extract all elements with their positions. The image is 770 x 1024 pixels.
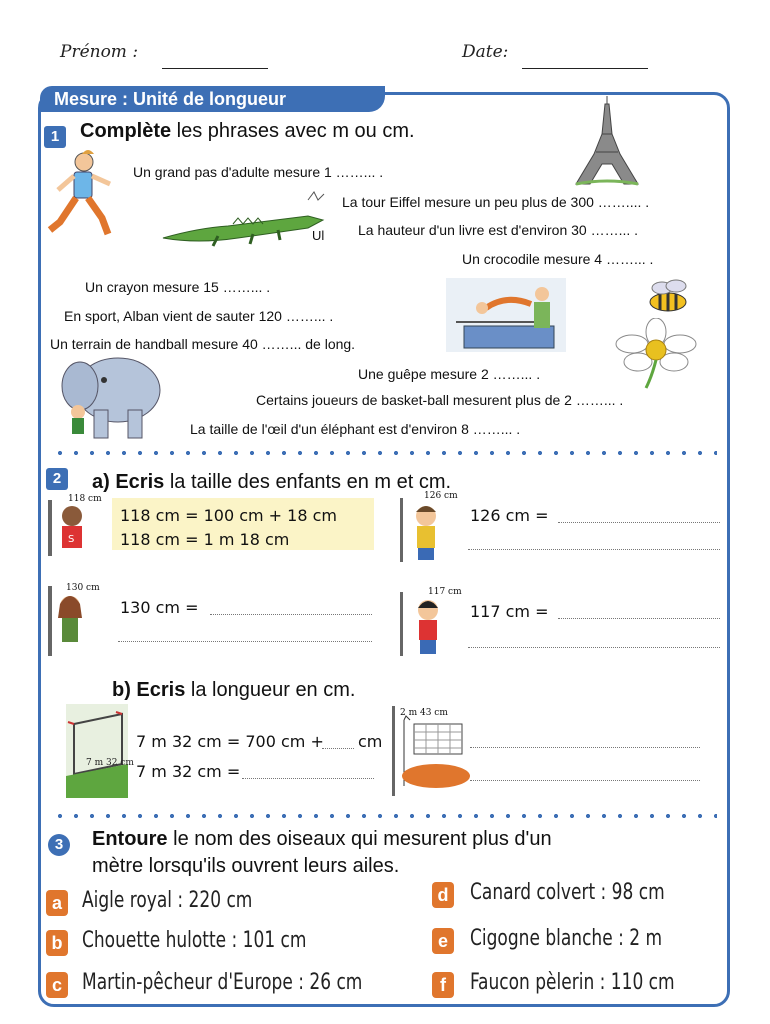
net-height-tag: 2 m 43 cm <box>400 708 448 718</box>
runner-illustration <box>44 150 119 242</box>
exercise-1-instruction: les phrases avec m ou cm. <box>171 120 415 142</box>
svg-text:S: S <box>68 534 75 545</box>
goal-width-tag: 7 m 32 cm <box>86 758 134 768</box>
child-1-height-tag: 118 cm <box>68 494 102 504</box>
goal-line-2: 7 m 32 cm = <box>136 762 241 781</box>
exercise-3-verb: Entoure <box>92 828 168 850</box>
child-4-answer-line-2[interactable] <box>468 647 720 648</box>
bird-letter-f: f <box>432 972 454 998</box>
exercise-1-number: 1 <box>44 126 66 148</box>
goal-unit: cm <box>358 732 383 751</box>
goal-answer-line[interactable] <box>242 778 374 779</box>
sentence-9: Certains joueurs de basket-ball mesurent plus de 2 ……... . <box>256 392 624 408</box>
child-3-answer-line-2[interactable] <box>118 641 372 642</box>
exercise-3-number: 3 <box>48 834 70 856</box>
bird-b-name[interactable]: Chouette hulotte : 101 cm <box>82 928 307 953</box>
sentence-4: Un crocodile mesure 4 ……... . <box>462 251 654 267</box>
sentence-1: Un grand pas d'adulte mesure 1 ……... . <box>133 164 384 180</box>
exercise-2b-verb: b) Ecris <box>112 679 186 701</box>
child-2-line-1: 126 cm = <box>470 506 549 525</box>
bird-letter-b: b <box>46 930 68 956</box>
child-3-illustration <box>44 586 90 656</box>
goal-line-1: 7 m 32 cm = 700 cm + <box>136 732 324 751</box>
child-2-answer-line-1[interactable] <box>558 522 720 523</box>
child-1-line-1: 118 cm = 100 cm + 18 cm <box>120 506 337 525</box>
date-field[interactable] <box>522 68 648 69</box>
child-3-line-1: 130 cm = <box>120 598 199 617</box>
elephant-illustration <box>58 350 163 442</box>
exercise-3-instruction-2: mètre lorsqu'ils ouvrent leurs ailes. <box>92 855 400 877</box>
child-4-illustration <box>398 592 450 656</box>
daisy-illustration <box>608 318 704 390</box>
child-4-answer-line-1[interactable] <box>558 618 720 619</box>
exercise-2-number: 2 <box>46 468 68 490</box>
child-4-line-1: 117 cm = <box>470 602 549 621</box>
goal-illustration <box>66 704 128 798</box>
child-1-line-2: 118 cm = 1 m 18 cm <box>120 530 290 549</box>
bird-a-name[interactable]: Aigle royal : 220 cm <box>82 888 253 913</box>
exercise-3-instruction-1: le nom des oiseaux qui mesurent plus d'un <box>167 828 552 850</box>
child-3-answer-line-1[interactable] <box>210 614 372 615</box>
exercise-2b-instruction: la longueur en cm. <box>185 679 356 701</box>
ul-fragment: Ul <box>312 228 325 243</box>
goal-answer-blank[interactable] <box>322 748 354 749</box>
sentence-7: Un terrain de handball mesure 40 ……... de long. <box>50 336 356 352</box>
child-2-illustration <box>398 498 450 562</box>
exercise-2a-instruction: la taille des enfants en m et cm. <box>164 471 452 493</box>
volleyball-net-illustration <box>392 706 472 796</box>
bird-f-name[interactable]: Faucon pèlerin : 110 cm <box>470 970 675 995</box>
eiffel-tower-illustration <box>572 94 642 186</box>
bird-e-name[interactable]: Cigogne blanche : 2 m <box>470 926 663 951</box>
date-label: Date: <box>462 42 509 62</box>
exercise-2b-heading <box>112 679 355 702</box>
separator-1 <box>52 451 717 455</box>
prenom-label: Prénom : <box>60 42 139 62</box>
high-jump-illustration <box>446 278 566 352</box>
sentence-5: Un crayon mesure 15 ……... . <box>85 279 271 295</box>
sentence-6: En sport, Alban vient de sauter 120 ……... . <box>64 308 334 324</box>
bird-letter-c: c <box>46 972 68 998</box>
crocodile-illustration <box>158 188 328 248</box>
child-2-answer-line-2[interactable] <box>468 549 720 550</box>
net-answer-line-2[interactable] <box>470 780 700 781</box>
sentence-3: La hauteur d'un livre est d'environ 30 ……... . <box>358 222 639 238</box>
separator-2 <box>52 814 717 818</box>
prenom-field[interactable] <box>162 68 268 69</box>
wasp-illustration <box>634 276 700 320</box>
page-title: Mesure : Unité de longueur <box>40 86 385 112</box>
sentence-10: La taille de l'œil d'un éléphant est d'environ 8 ……... . <box>190 421 521 437</box>
child-1-illustration <box>44 498 112 558</box>
sentence-2: La tour Eiffel mesure un peu plus de 300 …….... . <box>342 194 650 210</box>
exercise-3-heading <box>92 826 552 880</box>
sentence-8: Une guêpe mesure 2 ……... . <box>358 366 541 382</box>
bird-letter-e: e <box>432 928 454 954</box>
bird-d-name[interactable]: Canard colvert : 98 cm <box>470 880 665 905</box>
exercise-1-verb: Complète <box>80 120 172 142</box>
bird-letter-a: a <box>46 890 68 916</box>
child-3-height-tag: 130 cm <box>66 583 100 593</box>
exercise-2a-heading <box>92 471 451 494</box>
bird-c-name[interactable]: Martin-pêcheur d'Europe : 26 cm <box>82 970 363 995</box>
exercise-1-heading <box>80 120 415 143</box>
exercise-2a-verb: a) Ecris <box>92 471 165 493</box>
net-answer-line-1[interactable] <box>470 747 700 748</box>
bird-letter-d: d <box>432 882 454 908</box>
child-4-height-tag: 117 cm <box>428 587 462 597</box>
child-2-height-tag: 126 cm <box>424 491 458 501</box>
